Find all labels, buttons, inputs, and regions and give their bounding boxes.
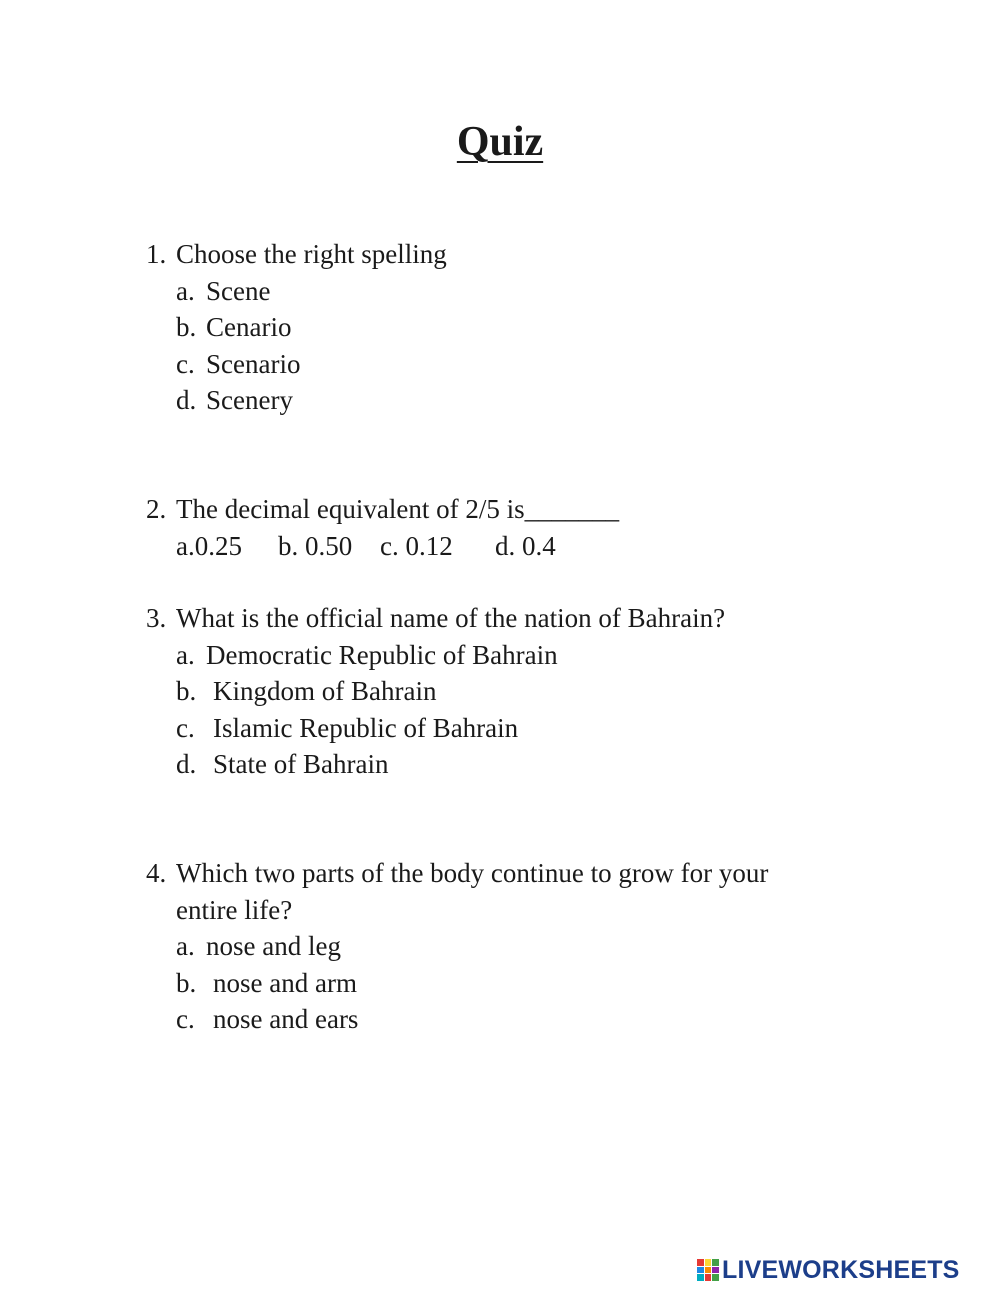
logo-grid-icon — [697, 1259, 719, 1281]
question-number: 3. — [146, 603, 167, 633]
option-b[interactable]: b. 0.50 — [278, 530, 353, 561]
question-text: Choose the right spelling — [176, 239, 447, 269]
question-1 — [146, 236, 447, 419]
logo-square — [705, 1274, 712, 1281]
option-b[interactable]: b. Cenario — [176, 312, 292, 342]
option-a[interactable]: a. nose and leg — [176, 931, 341, 961]
logo-square — [697, 1267, 704, 1274]
question-text: Which two parts of the body continue to grow for your — [176, 858, 769, 888]
logo-square — [705, 1259, 712, 1266]
option-d[interactable]: d. Scenery — [176, 385, 293, 415]
question-number: 4. — [146, 858, 167, 888]
question-2 — [146, 491, 619, 564]
option-b[interactable]: b. nose and arm — [176, 967, 357, 998]
question-3 — [146, 600, 725, 783]
option-d[interactable]: d. 0.4 — [495, 530, 556, 561]
option-a[interactable]: a.0.25 — [176, 530, 242, 561]
option-c[interactable]: c. Scenario — [176, 348, 301, 379]
option-c[interactable]: c. Islamic Republic of Bahrain — [176, 712, 519, 743]
logo-text: LIVEWORKSHEETS — [722, 1255, 960, 1284]
logo-square — [712, 1267, 719, 1274]
option-a[interactable]: a. Democratic Republic of Bahrain — [176, 639, 558, 670]
option-a[interactable]: a. Scene — [176, 275, 271, 306]
question-number: 1. — [146, 239, 167, 269]
option-b[interactable]: b. Kingdom of Bahrain — [176, 676, 437, 706]
page-title: Quiz — [456, 119, 544, 165]
logo-square — [697, 1259, 704, 1266]
logo-square — [697, 1274, 704, 1281]
question-text: The decimal equivalent of 2/5 is_______ — [176, 494, 620, 524]
logo-square — [705, 1267, 712, 1274]
question-text-continued: entire life? — [176, 894, 293, 925]
logo-square — [712, 1274, 719, 1281]
question-text: What is the official name of the nation of Bahrain? — [176, 603, 726, 633]
question-4 — [146, 855, 768, 1038]
option-c[interactable]: c. nose and ears — [176, 1004, 359, 1034]
question-number: 2. — [146, 494, 167, 524]
option-c[interactable]: c. 0.12 — [380, 530, 453, 561]
inline-options — [146, 528, 619, 565]
liveworksheets-logo — [697, 1255, 960, 1285]
logo-square — [712, 1259, 719, 1266]
option-d[interactable]: d. State of Bahrain — [176, 749, 389, 779]
